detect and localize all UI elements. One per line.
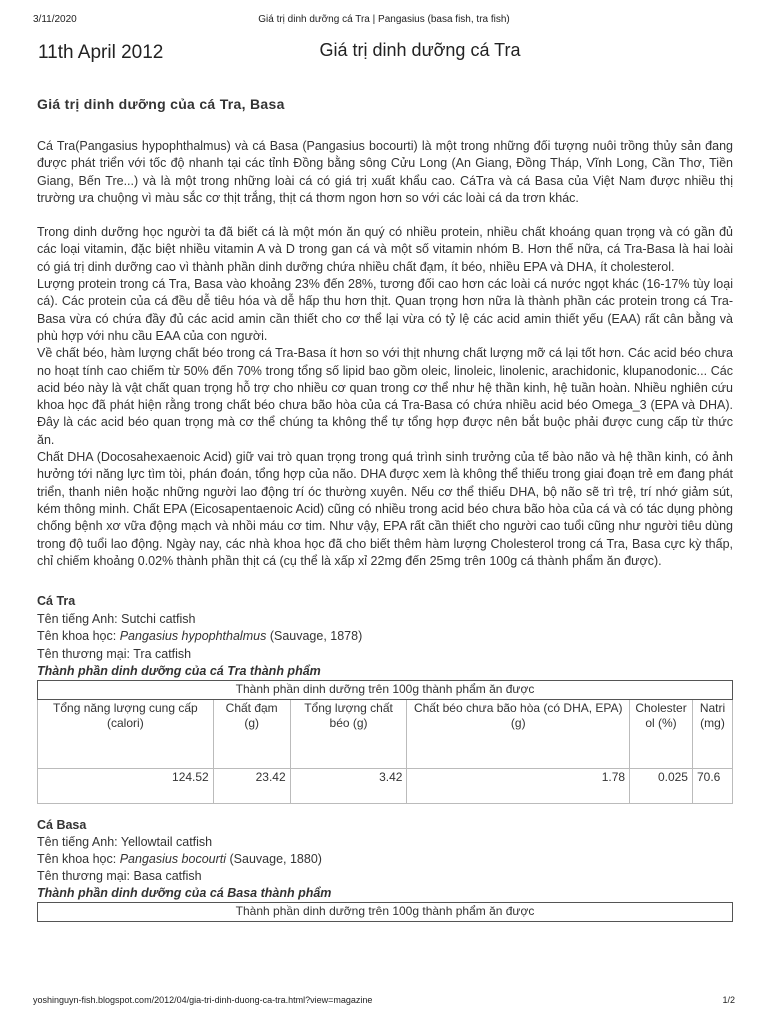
print-page-title: Giá trị dinh dưỡng cá Tra | Pangasius (basa fish, tra fish) (258, 14, 510, 25)
table-row (38, 768, 733, 803)
table-header-row (38, 699, 733, 768)
ca-tra-nutrition-table (37, 680, 733, 804)
post-title: Giá trị dinh dưỡng cá Tra (319, 40, 521, 60)
ca-tra-english-name: Tên tiếng Anh: Sutchi catfish (37, 612, 196, 627)
ca-tra-section (37, 594, 733, 803)
ca-basa-table-caption: Thành phần dinh dưỡng của cá Basa thành phẩm (37, 886, 332, 901)
ca-basa-english-name: Tên tiếng Anh: Yellowtail catfish (37, 834, 213, 849)
table-header: Thành phần dinh dưỡng trên 100g thành phẩm ăn được (38, 903, 733, 922)
ca-basa-scientific-name: Tên khoa học: Pangasius bocourti (Sauvage, 1880) (37, 851, 322, 866)
paragraph-protein: Lượng protein trong cá Tra, Basa vào khoảng 23% đến 28%, tương đối cao hơn các loài cá nước ngọt khác (16-17% tùy loại cá). Các protein của cá đều dễ tiêu hóa và dễ hấp thu hơn thịt. Quan trọng hơn nữa là thành phần các protein trong cá Tra-Basa vừa có chứa đầy đủ các acid amin cần thiết cho cơ thể lại vừa có tỷ lệ các acid amin thiết yếu (EAA) rất cân bằng và phù hợp với nhu cầu EAA của con người. (37, 277, 733, 343)
ca-basa-section (37, 818, 733, 922)
col-header-sodium: Natri (mg) (692, 699, 732, 768)
value-cholesterol: 0.025 (630, 768, 693, 803)
ca-basa-trade-name: Tên thương mại: Basa catfish (37, 869, 202, 884)
value-sodium: 70.6 (692, 768, 732, 803)
page-url: yoshinguyn-fish.blogspot.com/2012/04/gia-tri-dinh-duong-ca-tra.html?view=magazine (33, 995, 373, 1005)
page-number: 1/2 (722, 995, 735, 1005)
value-unsaturated-fat: 1.78 (407, 768, 630, 803)
value-energy: 124.52 (38, 768, 214, 803)
post-date: 11th April 2012 (38, 42, 164, 63)
post-body (37, 96, 733, 922)
col-header-protein: Chất đạm (g) (213, 699, 290, 768)
ca-basa-heading: Cá Basa (37, 817, 87, 832)
section-title: Giá trị dinh dưỡng của cá Tra, Basa (37, 96, 285, 112)
print-date: 3/11/2020 (33, 14, 77, 25)
paragraph-nutrition: Trong dinh dưỡng học người ta đã biết cá là một món ăn quý có nhiều protein, nhiều chất khoáng quan trọng và có gần đủ các loại vitamin, đặc biệt nhiều vitamin A và D trong gan cá và một số vitamin nhóm B. Hơn thế nữa, cá Tra-Basa là hai loài có giá trị dinh dưỡng cao vì thành phần dinh dưỡng chứa nhiều chất đạm, ít béo, nhiều EPA và DHA, ít cholesterol. (37, 225, 733, 274)
col-header-total-fat: Tổng lượng chất béo (g) (290, 699, 407, 768)
col-header-cholesterol: Cholesterol (%) (630, 699, 693, 768)
table-header: Thành phần dinh dưỡng trên 100g thành phẩm ăn được (38, 681, 733, 700)
paragraph-dha-epa: Chất DHA (Docosahexaenoic Acid) giữ vai trò quan trọng trong quá trình sinh trưởng của tế bào não và hệ thần kinh, có ảnh hưởng tới năng lực tìm tòi, phán đoán, tổng hợp của não. DHA được xem là không thể thiếu trong giai đoạn trẻ em đang phát triển, thanh niên hoặc những người lao động trí óc thường xuyên. Nếu cơ thể thiếu DHA, bộ não sẽ trì trệ, trí nhớ giảm sút, kém thông minh. Chất EPA (Eicosapentaenoic Acid) cũng có nhiều trong acid béo chưa bão hòa của cá và có tác dụng phòng chống bệnh xơ vữa động mạch và nhồi máu cơ tim. Như vậy, EPA rất cần thiết cho người cao tuổi cũng như người tiêu dùng trong độ tuổi lao động. Ngày nay, các nhà khoa học đã cho biết thêm hàm lượng Cholesterol trong cá Tra, Basa cực kỳ thấp, chỉ chiếm khoảng 0.02% thành phần thịt cá (cụ thể là xấp xỉ 22mg đến 25mg trên 100g cá thành phẩm ăn được). (37, 450, 733, 568)
ca-tra-table-caption: Thành phần dinh dưỡng của cá Tra thành phẩm (37, 664, 321, 679)
ca-tra-trade-name: Tên thương mại: Tra catfish (37, 646, 192, 661)
value-total-fat: 3.42 (290, 768, 407, 803)
col-header-energy: Tổng năng lượng cung cấp (calori) (38, 699, 214, 768)
col-header-unsaturated-fat: Chất béo chưa bão hòa (có DHA, EPA) (g) (407, 699, 630, 768)
ca-tra-heading: Cá Tra (37, 594, 76, 609)
paragraph-fat: Về chất béo, hàm lượng chất béo trong cá Tra-Basa ít hơn so với thịt nhưng chất lượng mỡ cá lại tốt hơn. Các acid béo chưa no hoạt tính cao chiếm từ 50% đến 70% trong tổng số lipid bao gồm oleic, linoleic, linolenic, arachidonic, klupanodonic... Các acid béo này là vật chất quan trọng hỗ trợ cho nhiều cơ quan trong cơ thể như hệ thần kinh, hệ tuần hoàn. Nhiều nghiên cứu khoa học đã phát hiện rằng trong chất béo chưa bão hòa của cá Tra-Basa có chứa nhiều acid béo Omega_3 (EPA và DHA). Đây là các acid béo quan trọng mà cơ thể chúng ta không thể tự tổng hợp được nên bắt buộc phải được cung cấp từ thức ăn. (37, 346, 733, 447)
ca-tra-scientific-name: Tên khoa học: Pangasius hypophthalmus (Sauvage, 1878) (37, 629, 363, 644)
print-header (33, 14, 735, 28)
value-protein: 23.42 (213, 768, 290, 803)
paragraph-intro: Cá Tra(Pangasius hypophthalmus) và cá Basa (Pangasius bocourti) là một trong những đối tượng nuôi trồng thủy sản đang được phát triển với tốc độ nhanh tại các tỉnh Đồng bằng sông Cửu Long (An Giang, Đồng Tháp, Vĩnh Long, Cần Thơ, Tiền Giang, Bến Tre...) và là một trong những loài cá có giá trị xuất khẩu cao. CáTra và cá Basa của Việt Nam được nhiều thị trường ưa chuộng vì màu sắc cơ thịt trắng, thịt cá thơm ngon hơn so với các loài cá da trơn khác. (37, 139, 733, 205)
ca-basa-nutrition-table (37, 902, 733, 922)
